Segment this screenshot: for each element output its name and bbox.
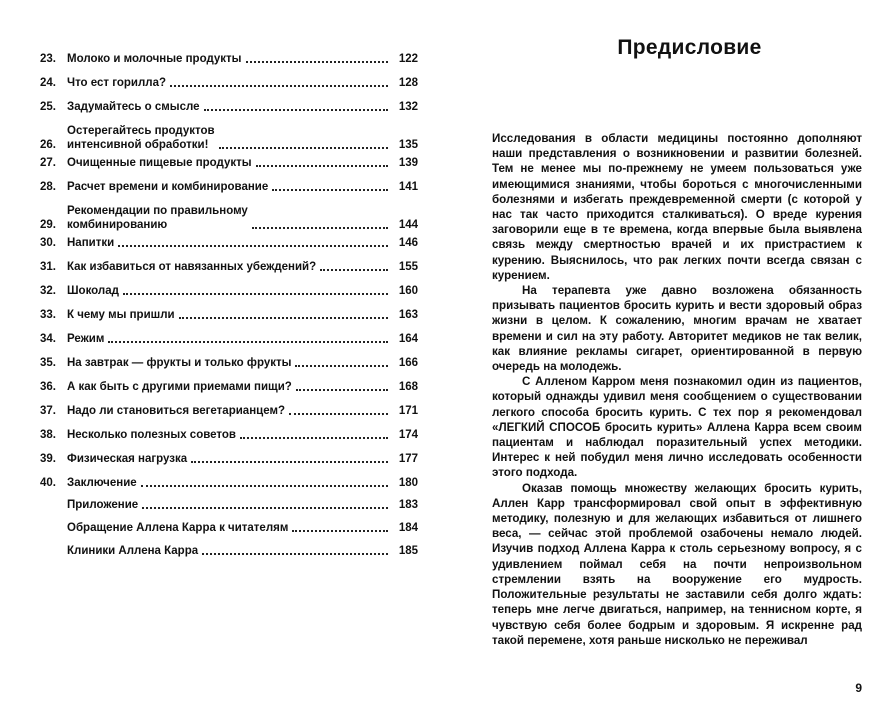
dot-leader — [219, 147, 388, 149]
toc-number: 28. — [40, 181, 56, 193]
toc-page-number: 135 — [398, 139, 418, 151]
toc-number: 31. — [40, 261, 56, 273]
toc-title: Очищенные пищевые продукты — [67, 157, 252, 169]
toc-page-number: 184 — [398, 522, 418, 534]
toc-entry — [40, 52, 418, 66]
toc-number: 32. — [40, 285, 56, 297]
toc-page-number: 144 — [398, 219, 418, 231]
toc-title: Задумайтесь о смысле — [67, 101, 200, 113]
toc-title: Обращение Аллена Карра к читателям — [67, 522, 289, 534]
toc-entry-body — [67, 544, 392, 558]
dot-leader — [256, 165, 388, 167]
dot-leader — [179, 317, 388, 319]
toc-page-number: 139 — [398, 157, 418, 169]
paragraph: Оказав помощь множеству желающих бросить курить, Аллен Карр трансформировал свой опыт в эффективную методику, полезную и для желающих избавиться от лишнего веса, — сейчас этой проблемой озабочены немало людей. Изучив подход Аллена Карра к столь серьезному вопросу, я с удивлением поймал себя на почти непроизвольном стремлении взять на вооружение его мудрость. Положительные результаты не заставили себя долго ждать: теперь мне легче двигаться, например, на теннисном корте, я чувствую себя более бодрым и здоровым. Я искренне рад такой перемене, хотя раньше нисколько не переживал — [492, 481, 862, 647]
toc-entry — [40, 476, 418, 490]
toc-page-number: 146 — [398, 237, 418, 249]
toc-page-number: 171 — [398, 405, 418, 417]
toc-title: К чему мы пришли — [67, 309, 175, 321]
toc-title: Несколько полезных советов — [67, 429, 236, 441]
toc-page-number: 174 — [398, 429, 418, 441]
toc-entry — [40, 521, 418, 535]
toc-entry — [40, 428, 418, 442]
toc-title: Физическая нагрузка — [67, 453, 188, 465]
toc-entry-body — [67, 521, 392, 535]
toc-entry-body — [67, 156, 392, 170]
toc-number: 38. — [40, 429, 56, 441]
toc-number: 30. — [40, 237, 56, 249]
toc-number: 29. — [40, 219, 56, 231]
toc-title: Как избавиться от навязанных убеждений? — [67, 261, 317, 273]
dot-leader — [320, 269, 388, 271]
dot-leader — [296, 389, 388, 391]
toc-number: 25. — [40, 101, 56, 113]
dot-leader — [118, 245, 388, 247]
toc-entry-body — [67, 204, 392, 232]
toc-title: А как быть с другими приемами пищи? — [67, 381, 292, 393]
toc-entry — [40, 180, 418, 194]
toc-number: 26. — [40, 139, 56, 151]
toc-title: На завтрак — фрукты и только фрукты — [67, 357, 292, 369]
toc-entry-body — [67, 476, 392, 490]
toc-number: 34. — [40, 333, 56, 345]
toc-title: Надо ли становиться вегетарианцем? — [67, 405, 285, 417]
dot-leader — [246, 61, 389, 63]
toc-entry-body — [67, 76, 392, 90]
toc-entry — [40, 156, 418, 170]
dot-leader — [142, 507, 388, 509]
dot-leader — [202, 553, 388, 555]
dot-leader — [170, 85, 388, 87]
paragraph: Исследования в области медицины постоянно дополняют наши представления о возникновении и развитии болезней. Тем не менее мы по-прежнему не умеем пользоваться уже имеющимися знаниями, чтобы бороться с многочисленными болезнями и избегать преждевременной смерти (с которой у нас так часто приходится сталкиваться). О вреде курения заговорили еще в те времена, когда впервые была выявлена связь между смертностью врачей и их пристрастием к курению. Выяснилось, что рак легких почти всегда связан с курением. — [492, 132, 862, 282]
toc-entry — [40, 308, 418, 322]
toc-title: Шоколад — [67, 285, 119, 297]
toc-page-number: 160 — [398, 285, 418, 297]
toc-entry-body — [67, 308, 392, 322]
page-number: 9 — [855, 681, 862, 695]
toc-entry-body — [67, 236, 392, 250]
toc-entry — [40, 284, 418, 298]
dot-leader — [240, 437, 388, 439]
toc-title: Приложение — [67, 499, 139, 511]
toc-entry — [40, 100, 418, 114]
toc-title: Остерегайтесь продуктов интенсивной обработки! — [67, 125, 215, 151]
toc-page-number: 163 — [398, 309, 418, 321]
page-title: Предисловие — [617, 36, 762, 59]
toc-entry-body — [67, 124, 392, 152]
toc-page-number: 164 — [398, 333, 418, 345]
toc-entry-body — [67, 428, 392, 442]
toc-entry-body — [67, 100, 392, 114]
toc-page-number: 185 — [398, 545, 418, 557]
toc-page-number: 132 — [398, 101, 418, 113]
toc-entry — [40, 452, 418, 466]
toc-entry-body — [67, 284, 392, 298]
toc-page-number: 141 — [398, 181, 418, 193]
toc-title: Заключение — [67, 477, 137, 489]
toc-page-number: 155 — [398, 261, 418, 273]
dot-leader — [108, 341, 388, 343]
toc-entry-body — [67, 380, 392, 394]
toc-number: 37. — [40, 405, 56, 417]
dot-leader — [191, 461, 388, 463]
toc-page-number: 166 — [398, 357, 418, 369]
toc-entry — [40, 332, 418, 346]
toc-number: 36. — [40, 381, 56, 393]
toc-title: Молоко и молочные продукты — [67, 53, 242, 65]
toc-number: 24. — [40, 77, 56, 89]
paragraph: На терапевта уже давно возложена обязанность призывать пациентов бросить курить и вести здоровый образ жизни в целом. К сожалению, многим врачам не хватает времени и сил на эту работу. Авторитет медиков не так велик, как влияние рекламы сигарет, ориентированной в первую очередь на молодежь. — [492, 284, 862, 374]
toc-entry — [40, 356, 418, 370]
toc-entry-body — [67, 404, 392, 418]
toc-entry-body — [67, 498, 392, 512]
toc-entry-body — [67, 52, 392, 66]
dot-leader — [123, 293, 388, 295]
right-page — [443, 0, 886, 715]
toc-page-number: 122 — [398, 53, 418, 65]
dot-leader — [252, 227, 388, 229]
dot-leader — [272, 189, 388, 191]
paragraph: С Алленом Карром меня познакомил один из пациентов, который однажды удивил меня сообщением о существовании легкого способа бросить курить. С тех пор я рекомендовал «ЛЕГКИЙ СПОСОБ бросить курить» Аллена Карра всем своим пациентам и наблюдал поразительный успех методики. Интерес к ней побудил меня лично исследовать особенности этого подхода. — [492, 375, 862, 480]
toc-number: 33. — [40, 309, 56, 321]
toc-entry — [40, 544, 418, 558]
toc-entry-body — [67, 452, 392, 466]
toc-page-number: 183 — [398, 499, 418, 511]
toc-entry — [40, 204, 418, 232]
toc-title: Рекомендации по правильному комбинированию — [67, 205, 248, 231]
dot-leader — [292, 530, 388, 532]
toc-title: Режим — [67, 333, 105, 345]
toc-page-number: 180 — [398, 477, 418, 489]
toc-number: 39. — [40, 453, 56, 465]
toc-page-number: 128 — [398, 77, 418, 89]
toc-entry — [40, 260, 418, 274]
toc-number: 27. — [40, 157, 56, 169]
toc-number: 35. — [40, 357, 56, 369]
toc-entry-body — [67, 356, 392, 370]
toc-entry — [40, 404, 418, 418]
toc-entry — [40, 498, 418, 512]
toc-title: Расчет времени и комбинирование — [67, 181, 269, 193]
toc-title: Напитки — [67, 237, 115, 249]
table-of-contents — [40, 52, 418, 558]
toc-number: 23. — [40, 53, 56, 65]
toc-number: 40. — [40, 477, 56, 489]
toc-entry — [40, 236, 418, 250]
dot-leader — [289, 413, 388, 415]
toc-entry-body — [67, 332, 392, 346]
toc-page-number: 177 — [398, 453, 418, 465]
toc-title: Клиники Аллена Карра — [67, 545, 199, 557]
toc-entry — [40, 124, 418, 152]
toc-entry — [40, 380, 418, 394]
dot-leader — [204, 109, 388, 111]
toc-entry-body — [67, 260, 392, 274]
toc-entry — [40, 76, 418, 90]
toc-title: Что ест горилла? — [67, 77, 167, 89]
dot-leader — [141, 485, 388, 487]
dot-leader — [295, 365, 388, 367]
preface-text — [492, 131, 862, 648]
toc-entry-body — [67, 180, 392, 194]
toc-page-number: 168 — [398, 381, 418, 393]
